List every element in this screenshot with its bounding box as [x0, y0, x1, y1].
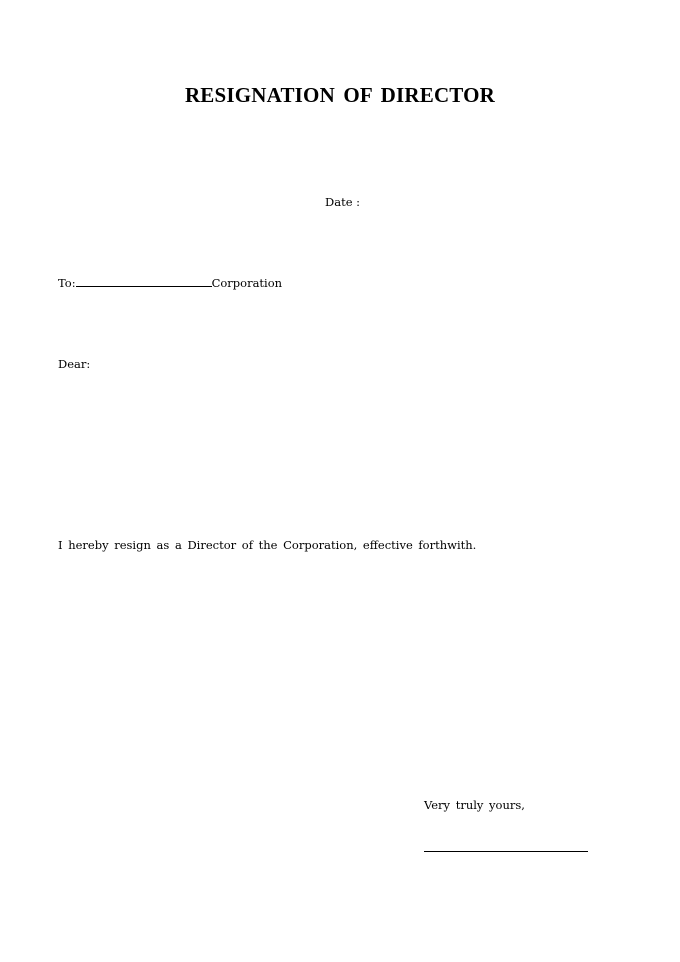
date-label: Date : [325, 195, 361, 209]
date-line [325, 194, 360, 210]
closing: Very truly yours, [424, 798, 525, 812]
resignation-statement: I hereby resign as a Director of the Corporation, effective forthwith. [58, 538, 477, 552]
signature-line [424, 851, 588, 852]
salutation: Dear: [58, 357, 91, 371]
document-title: RESIGNATION OF DIRECTOR [184, 83, 496, 107]
corporation-name-blank [76, 275, 212, 287]
recipient-line [58, 275, 282, 291]
to-label: To: [58, 276, 76, 290]
corporation-label: Corporation [211, 276, 283, 290]
